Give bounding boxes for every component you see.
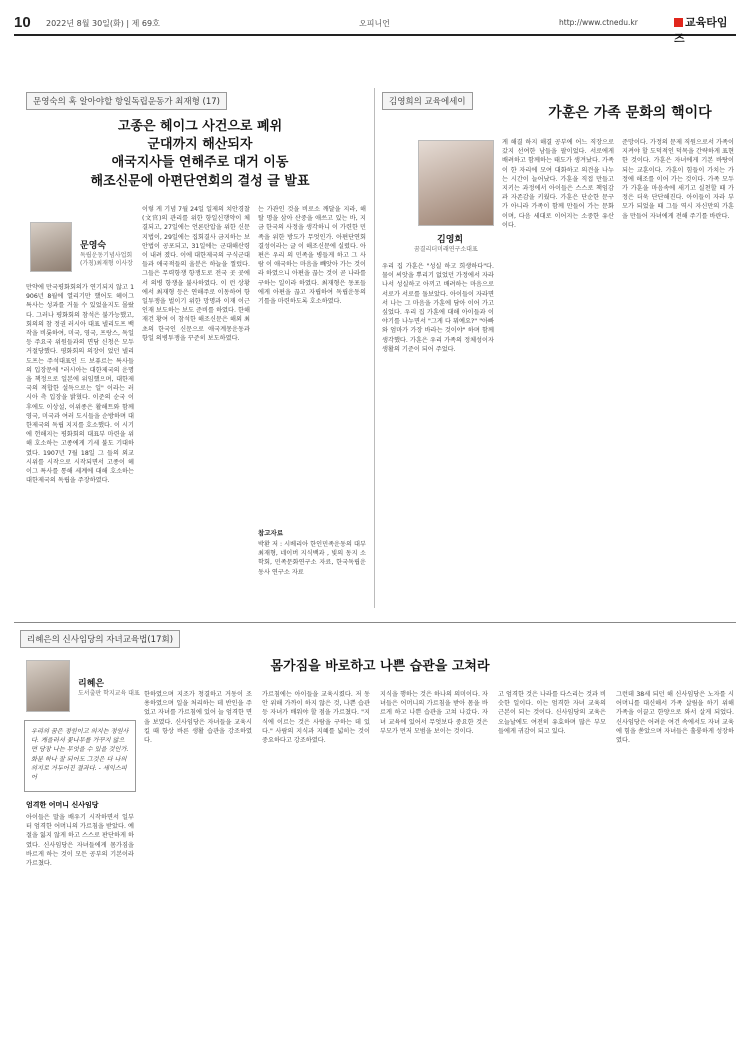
title-line: 고종은 헤이그 사건으로 폐위 [117, 119, 283, 134]
article3-title [250, 658, 510, 676]
title-line: 몸가짐을 바로하고 나쁜 습관을 고쳐라 [270, 659, 490, 674]
article3-col5: 고 엄격한 것은 나라를 다스리는 것과 비슷한 일이다. 이는 엄격한 자녀 교육의 근본이 되는 것이다. 신사임당의 교육은 오늘날에도 여전히 유효하며 많은 부모들에게 귀감이 되고 있다. [498, 691, 606, 735]
column-divider [374, 88, 375, 608]
article3-col1: 아이들은 말을 배우기 시작하면서 일부터 엄격한 어머니의 가르침을 받았다. 예절을 잃지 않게 하고 스스로 판단하게 하였다. 신사임당은 자녀들에게 몸가짐을 바르게 하는 것이 모든 공부의 기본이라 가르쳤다. [26, 814, 134, 868]
title-line: 군대까지 해산되자 [147, 137, 253, 153]
author-role-3: 도서출판 학지교육 대표 [78, 690, 140, 697]
article1-col2: 이렇 게 기념 7월 24일 일제의 치안경찰(文官)의 관리를 위한 항일신행약이 체결되고, 27일에는 언론탄압을 위한 신문지법이, 29일에는 집회결사 금지하는 보안법이 공포되고, 31일에는 군대해산령이 내려 졌다. 이에 대한제국의 구식군대들과 애국적들의 울분은 하늘을 찔렀다. 그들은 무력항쟁 항쟁도로 전국 곳 곳에서 의병 항쟁을 불사하였다. 이 런 상황에서 최재형 등은 연해주로 이동하여 항일투쟁을 벌이기 위한 망명과 이재 이근 인재 보도하는 보도 준비를 하였다. 한해 재건 황여 이 참석한 해조신문은 해외 최초의 한국인 신문으로 애국계몽운동과 항일 의병투쟁을 꾸준히 보도하였다. [142, 206, 250, 342]
article2-title [530, 104, 730, 124]
author-name-3: 리혜은 [78, 679, 105, 689]
title-line: 애국지사들 연해주로 대거 이동 [111, 155, 289, 171]
title-line: 해조신문에 아편단연회의 결성 글 발표 [90, 173, 310, 189]
series-tag-1: 문영숙의 혹 알아야할 항일독립운동가 최재형 (17) [26, 92, 227, 110]
references-title: 참고자료 [258, 529, 284, 537]
author-photo-2 [418, 140, 494, 226]
article3-col2: 한하였으며 지조가 청결하고 거동이 조용하였으며 일을 처리하는 데 반인을 주었고 자녀를 가르침에 있어 늘 엄격한 면을 보였다. 신사임당은 자녀들을 교육시킬 때 항상 바른 생활 습관을 강조하였다. [144, 691, 252, 745]
author-photo-3 [26, 660, 70, 712]
subheading: 엄격한 어머니 신사임당 [26, 801, 99, 809]
author-name-2: 김영희 [437, 235, 464, 245]
site-url[interactable]: http://www.ctnedu.kr [559, 18, 638, 27]
quote-box: 우리의 꿈은 정원이고 의지는 정원사다. 게을러서 꽃나무를 가꾸지 않으면 당장 나는 무엇을 수 있을 것인가. 화분 하나 잘 되어도 그것은 다 나의 의지로 거두어진 결과다. - 세익스피어 [24, 720, 136, 792]
references-list: 박환 저 : 시베리아 한인민족운동의 대부 최재형, 네이버 지식백과 , 빛의 동지 소학회, 민족문화연구소 자료, 한국독립운동사 연구소 자료 [258, 541, 366, 576]
series-tag-2: 김영희의 교육에세이 [382, 92, 473, 110]
article1-col1: 만약에 만국평화회의가 연기되지 않고 1906년 8월에 열리기만 했어도 헤이그 특사는 성과를 거둘 수 있었을지도 몰랐다. 그러나 평화회의 참석은 불가능했고, 회의의 참 정권 러시아 대표 넬리도프 백작을 비롯하여, 미국, 영국, 프랑스, 독일 등 주요국 위원들과의 면담 신청은 모두 거절당했다. 평화회의 의장이 었던 넬리도프는 주석대표인 드 보퓨르는 특사들의 입장문에 "러시아는 대한제국의 운명을 책정으로 일본에 위임했으며, 대한제국의 적합한 설득으로는 일" 이라는 러시아 측 입장을 밝혔다. 이준의 순국 이후에도 이상설, 이위종은 활해트와 함께 영국, 미국과 여러 도시들을 순방하며 대한제국의 독립 지지를 호소했다. 이 시기에 헌해지는 평화회의 대표부 마련을 위해 호소하는 고종에게 기세 불도 기대하였다. 1907년 7월 18일 그 들의 외교 시위를 시작으로 시작되면서 고종이 헤이그 특사를 통해 세계에 대해 호소하는 대한제국의 독립을 주장하였다. [26, 284, 134, 485]
page-number: 10 [14, 14, 31, 31]
author-photo-1 [30, 222, 72, 272]
issue-date: 2022년 8월 30일(화) | 제 69호 [46, 19, 160, 28]
article2-col1: 우리 집 가훈은 "성실 하고 희생하다"다. 물이 씨앗을 뿌리기 없었던 가정에서 자라나서 성실하고 아끼고 배려하는 마음으로 서로가 서로를 돌보았다. 아이들이 자라면서 나는 그 마음을 가훈에 담아 이어 가고 싶었다. 우리 집 가훈에 대해 아이들과 이야기를 나누면서 "그게 다 뭐예요?" "아빠와 엄마가 가장 바라는 것이야" 하며 함께 생각했다. 가훈은 우리 가족의 정체성이자 생활의 기준이 되어 주었다. [382, 263, 494, 353]
title-line: 가훈은 가족 문화의 핵이다 [548, 105, 712, 121]
article1-col3: 는 가관인 것을 비로소 깨달을 지라, 해탈 명을 삼아 산중을 애쓰고 있는 바, 지금 한국의 사정을 생각하니 이 가련한 민족을 위한 방도가 무엇인가. 아편단연회 결성이라는 글 이 해조신문에 실렸다. 아편은 우리 의 민족을 병들게 하고 그 사람 이 애국하는 마음을 빼앗아 가는 것이 라 하였으니 아편을 끊는 것이 곧 나라를 구하는 일이라 하였다. 최재형은 동포들에게 아편을 끊고 자립하여 독립운동의 기틀을 마련하도록 호소하였다. [258, 206, 366, 306]
article3-col6: 그런데 38세 되던 해 신사임당은 노자를 시어머니를 대신해서 가족 살림을 하기 위해 가족을 이끌고 한양으로 와서 살게 되었다. 신사임당은 어려운 여건 속에서도 자녀 교육에 힘을 쏟았으며 자녀들은 훌륭하게 성장하였다. [616, 691, 734, 745]
article3-col3: 가르침에는 아이들을 교육시켰다. 저 동안 위해 가까이 하지 않은 것, 나쁜 습관 등 자녀가 배워야 할 점을 가르쳤다. "지식에 이르는 것은 사람을 구하는 데 있다." 사람의 지식과 지혜를 넓히는 것이 중요하다고 강조하였다. [262, 691, 370, 745]
section-divider [14, 622, 736, 623]
author-role-2: 꿈결리더미래연구소대표 [414, 246, 478, 253]
references-box [258, 528, 366, 602]
article2-col2: 게 해결 하지 해결 공부에 어느 직장으로 갔지 선여한 남들을 팔이었다. 서로에게 배려하고 함께하는 태도가 생겨났다. 가족이 한 자리에 모여 대화하고 의견을 나누는 시간이 늘어났다. 가훈을 직접 만들고 지키는 과정에서 아이들은 스스로 책임감과 자존감을 키웠다. 가훈은 단순한 문구가 아니라 가족이 함께 만들어 가는 문화이며, 다음 세대로 이어지는 소중한 유산이다. [502, 139, 614, 229]
article3-col4: 지식을 행하는 것은 하나의 의미이다. 자녀들은 어머니의 가르침을 받아 몸을 바르게 하고 나쁜 습관을 고쳐 나갔다. 자녀 교육에 있어서 무엇보다 중요한 것은 부모가 먼저 모범을 보이는 것이다. [380, 691, 488, 735]
logo-text: 교육타임즈 [674, 17, 728, 45]
logo-icon [674, 18, 683, 27]
author-name-1: 문영숙 [80, 241, 107, 251]
author-role-1: 독립운동기념사업회 (가칭)최재형 이사장 [80, 252, 133, 267]
article1-title [30, 118, 370, 191]
series-tag-3: 리혜은의 신사임당의 자녀교육법(17회) [20, 630, 180, 648]
newspaper-logo [674, 14, 736, 46]
article2-col3: 준망이다. 가정의 문제 직원으로서 가족이 지켜야 할 도덕적인 덕목을 간략하게 표현한 것이다. 가훈은 자녀에게 기본 바탕이 되는 교훈이다. 가훈이 힘들이 가치는 가정에 해조를 이어 가는 것이다. 가족 모두가 가훈을 마음속에 새기고 실천할 때 가정은 더욱 단단해진다. 아이들이 자라 부모가 되었을 때 그들 역시 자신만의 가훈을 만들어 자녀에게 전해 주기를 바란다. [622, 139, 734, 220]
page-header [14, 8, 736, 45]
section-name: 오피니언 [359, 19, 390, 28]
